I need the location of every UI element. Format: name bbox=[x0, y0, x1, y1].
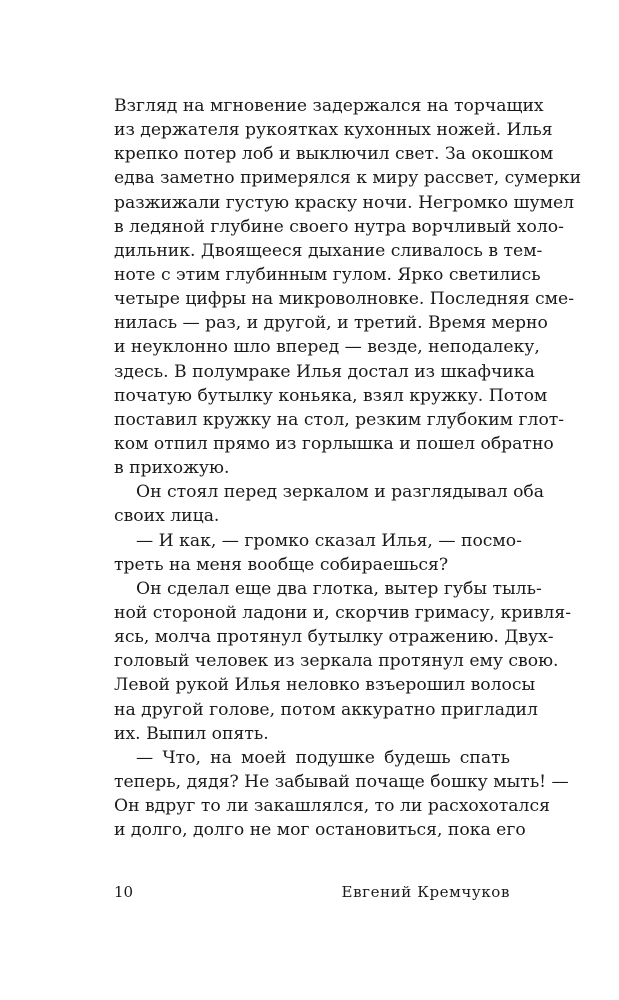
text-line: початую бутылку коньяка, взял кружку. Потом bbox=[114, 385, 548, 406]
text-line: в прихожую. bbox=[114, 458, 230, 479]
text-line: разжижали густую краску ночи. Негромко шумел bbox=[114, 192, 575, 213]
text-line: ной стороной ладони и, скорчив гримасу, кривля- bbox=[114, 602, 571, 623]
text-line: ком отпил прямо из горлышка и пошел обратно bbox=[114, 433, 554, 454]
text-line: — Что, на моей подушке будешь спать bbox=[136, 747, 510, 768]
text-line: крепко потер лоб и выключил свет. За окошком bbox=[114, 144, 554, 165]
text-line: поставил кружку на стол, резким глубоким глот- bbox=[114, 409, 565, 430]
running-footer-author: Евгений Кремчуков bbox=[341, 883, 510, 901]
text-line: и долго, долго не мог остановиться, пока его bbox=[114, 820, 526, 841]
text-line: и неуклонно шло вперед — везде, неподалеку, bbox=[114, 337, 540, 358]
text-line: нилась — раз, и другой, и третий. Время мерно bbox=[114, 313, 548, 334]
text-line: на другой голове, потом аккуратно пригладил bbox=[114, 699, 538, 720]
text-line: Левой рукой Илья неловко взъерошил волосы bbox=[114, 675, 536, 696]
text-line: — И как, — громко сказал Илья, — посмо- bbox=[136, 530, 522, 551]
text-line: ясь, молча протянул бутылку отражению. Двух- bbox=[114, 627, 554, 648]
text-line: Он стоял перед зеркалом и разглядывал оба bbox=[136, 482, 545, 503]
text-line: треть на меня вообще собираешься? bbox=[114, 554, 449, 575]
page-number: 10 bbox=[114, 883, 134, 901]
text-line: дильник. Двоящееся дыхание сливалось в тем- bbox=[114, 240, 543, 261]
text-line: Он вдруг то ли закашлялся, то ли расхохотался bbox=[114, 796, 550, 817]
text-line: головый человек из зеркала протянул ему свою. bbox=[114, 651, 559, 672]
text-line: из держателя рукоятках кухонных ножей. Илья bbox=[114, 120, 553, 141]
text-line: их. Выпил опять. bbox=[114, 723, 269, 744]
text-line: здесь. В полумраке Илья достал из шкафчика bbox=[114, 361, 535, 382]
text-line: едва заметно примерялся к миру рассвет, сумерки bbox=[114, 168, 582, 189]
text-line: ноте с этим глубинным гулом. Ярко светились bbox=[114, 264, 541, 285]
text-line: своих лица. bbox=[114, 506, 220, 527]
text-line: четыре цифры на микроволновке. Последняя сме- bbox=[114, 289, 575, 310]
body-text bbox=[114, 94, 582, 842]
text-line: Взгляд на мгновение задержался на торчащих bbox=[114, 96, 544, 116]
text-line: теперь, дядя? Не забывай почаще бошку мыть! — bbox=[114, 771, 569, 792]
text-line: Он сделал еще два глотка, вытер губы тыль- bbox=[136, 578, 542, 599]
text-line: в ледяной глубине своего нутра ворчливый холо- bbox=[114, 216, 564, 237]
